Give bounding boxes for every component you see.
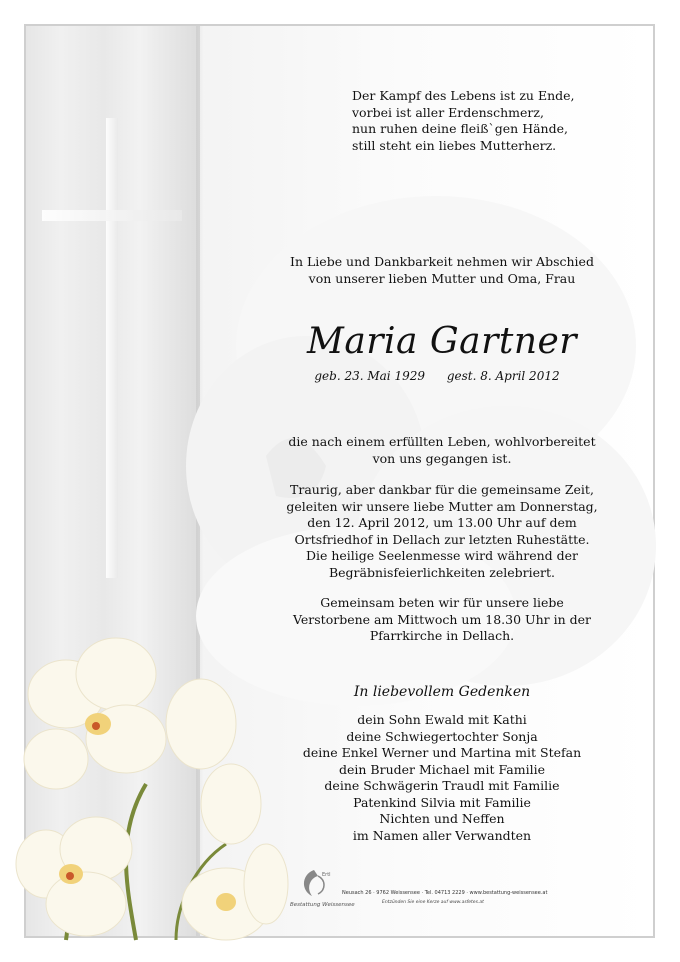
list-item: deine Schwägerin Traudl mit Familie xyxy=(324,778,560,793)
paragraph-life: die nach einem erfüllten Leben, wohlvorbereitet von uns gegangen ist. xyxy=(288,434,596,466)
funeral-home-address: Neusach 26 · 9762 Weissensee · Tel. 04713 2229 · www.bestattung-weissensee.at xyxy=(342,890,548,896)
death-date: gest. 8. April 2012 xyxy=(446,369,560,383)
list-item: Nichten und Neffen xyxy=(379,811,505,826)
life-dates xyxy=(292,368,582,385)
cross-icon xyxy=(42,118,182,578)
paragraph-prayer: Gemeinsam beten wir für unsere liebe Verstorbene am Mittwoch um 18.30 Uhr in der Pfarrkirche in Dellach. xyxy=(293,595,591,643)
funeral-home-subline: Entzünden Sie eine Kerze auf www.asfetes.at xyxy=(382,900,484,905)
birth-date: geb. 23. Mai 1929 xyxy=(314,369,425,383)
deceased-name: Maria Gartner xyxy=(306,321,578,362)
paragraph-funeral: Traurig, aber dankbar für die gemeinsame Zeit, geleiten wir unsere liebe Mutter am Donnerstag, den 12. April 2012, um 13.00 Uhr auf dem Ortsfriedhof in Dellach zur letzten Ruhestätte. Die heilige Seelenmesse wird während der Begräbnisfeierlichkeiten zelebriert. xyxy=(286,482,598,580)
list-item: deine Enkel Werner und Martina mit Stefan xyxy=(302,745,582,760)
funeral-home-logo xyxy=(288,864,355,910)
logo-text: Bestattung Weissensee xyxy=(290,902,355,908)
list-item: deine Schwiegertochter Sonja xyxy=(346,728,538,744)
mourners-list xyxy=(272,712,612,844)
mourners-heading: In liebevollem Gedenken xyxy=(353,684,531,700)
list-item: Patenkind Silvia mit Familie xyxy=(353,794,531,810)
orchid-flowers-image xyxy=(26,634,286,940)
list-item: dein Sohn Ewald mit Kathi xyxy=(357,712,527,727)
list-item: dein Bruder Michael mit Familie xyxy=(338,761,546,777)
list-item: im Namen aller Verwandten xyxy=(352,827,532,843)
obituary-card xyxy=(24,24,655,938)
farewell-intro: In Liebe und Dankbarkeit nehmen wir Abschied von unserer lieben Mutter und Oma, Frau xyxy=(290,254,594,286)
logo-small-text: Ertl xyxy=(322,872,331,878)
memorial-verse: Der Kampf des Lebens ist zu Ende, vorbei ist aller Erdenschmerz, nun ruhen deine fleiß`gen Hände, still steht ein liebes Mutterherz. xyxy=(352,88,575,153)
